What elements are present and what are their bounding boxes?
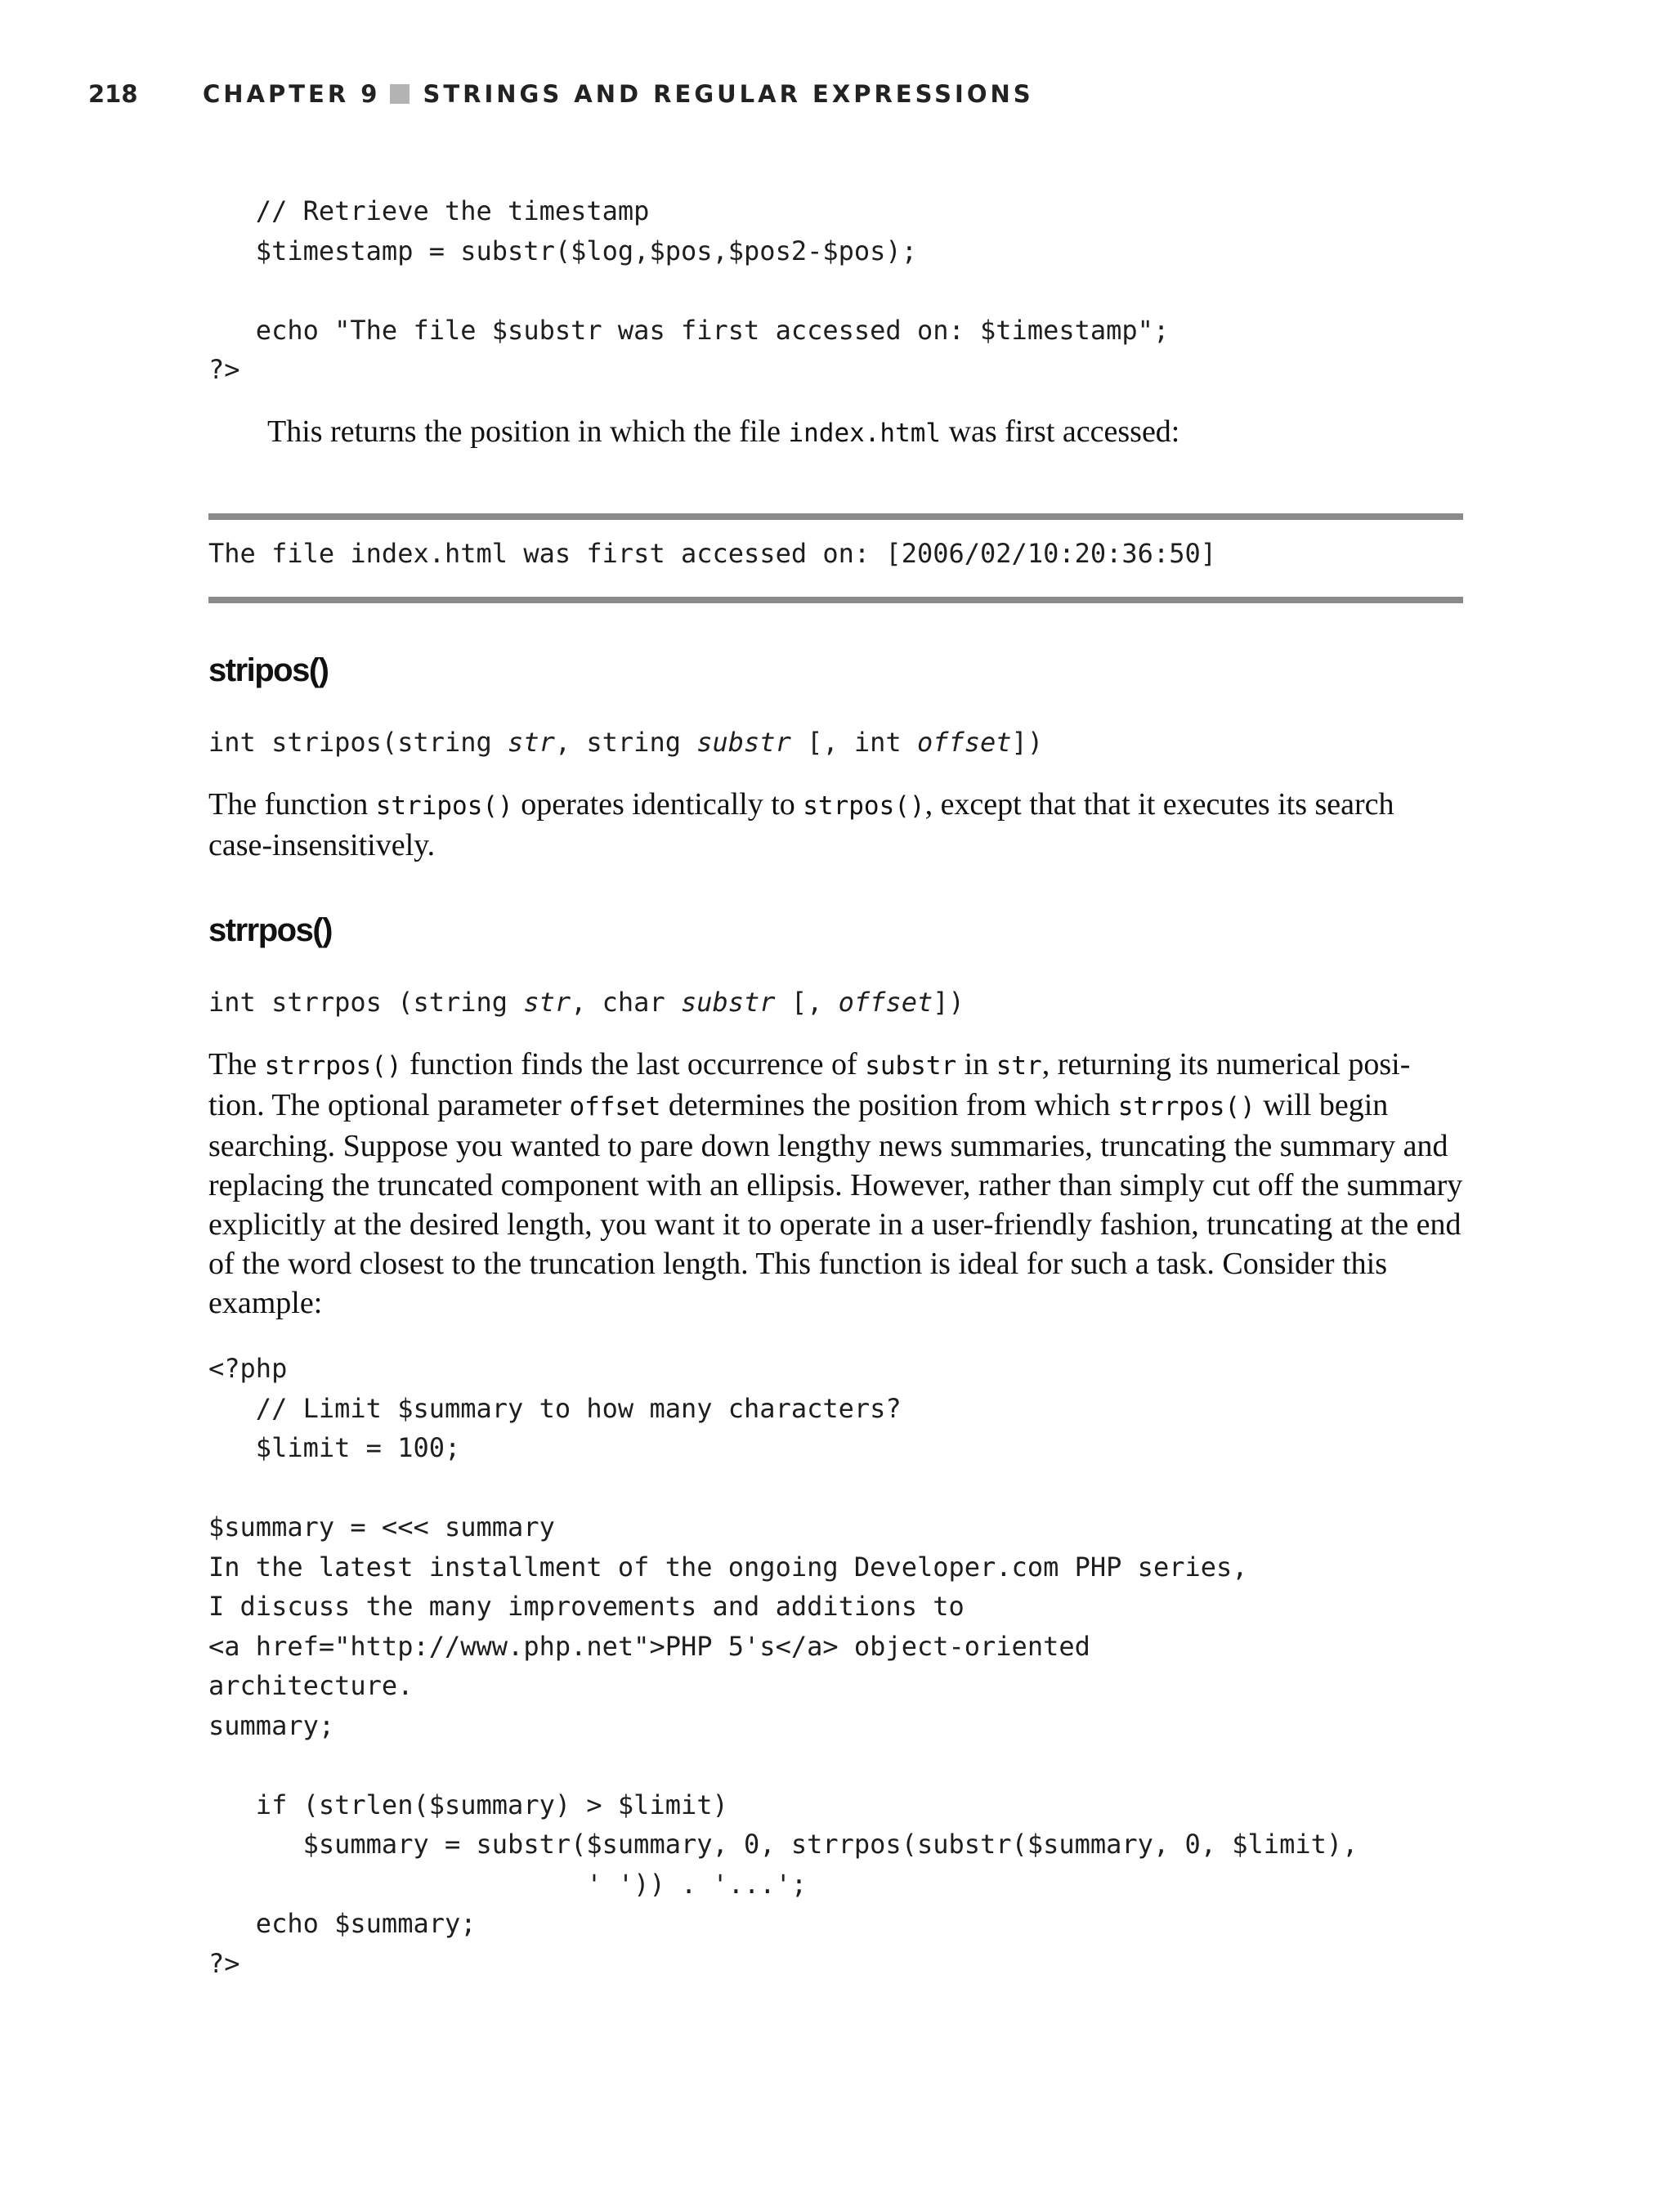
desc-code: str xyxy=(996,1051,1042,1081)
desc-text: function finds the last occurrence of xyxy=(401,1047,866,1081)
sig-part: , char xyxy=(571,987,681,1018)
sig-arg: str xyxy=(508,727,555,758)
output-bottom-rule xyxy=(208,597,1463,603)
square-bullet-icon xyxy=(390,84,410,104)
desc-code: stripos() xyxy=(375,791,513,821)
stripos-description xyxy=(208,785,1463,865)
sig-part: , string xyxy=(554,727,697,758)
sig-part: ]) xyxy=(933,987,965,1018)
stripos-signature xyxy=(208,723,1043,762)
desc-text: will begin searching. Suppose you wanted to pare down lengthy news summaries, truncating the summary and replacing the truncated component with an ellipsis. However, rather than simply cut off the summary explicitly at the desired length, you want it to operate in a user-friendly fashion, truncating at the end of the word closest to the truncation length. This function is ideal for such a task. Consider this example: xyxy=(208,1088,1463,1320)
sig-part: [, xyxy=(775,987,839,1018)
code-block-timestamp: // Retrieve the timestamp $timestamp = substr($log,$pos,$pos2-$pos); echo "The file $substr was first accessed on: $timestamp"; ?> xyxy=(208,195,1170,385)
desc-code: substr xyxy=(865,1051,957,1081)
desc-text: The function xyxy=(208,787,376,822)
sig-arg: offset xyxy=(838,987,933,1018)
desc-text: in xyxy=(956,1047,996,1081)
intro-paragraph xyxy=(208,412,1463,453)
sig-part: int stripos(string xyxy=(208,727,508,758)
page-number: 218 xyxy=(88,80,138,108)
desc-text: operates identically to xyxy=(512,787,803,822)
desc-text: The xyxy=(208,1047,265,1081)
desc-code: strrpos() xyxy=(1117,1092,1256,1122)
sig-arg: substr xyxy=(696,727,791,758)
sig-part: [, int xyxy=(790,727,917,758)
code-block-example: <?php // Limit $summary to how many characters? $limit = 100; $summary = <<< summary In the latest installment of the ongoing Developer.com PHP series, I discuss the many improvements and additions to <a href="http://www.php.net">PHP 5's</a> object-oriented architecture. summary; if (strlen($summary) > $limit) $summary = substr($summary, 0, strrpos(substr($summary, 0, $limit), ' ')) . '...'; echo $summary; ?> xyxy=(208,1353,1358,1979)
desc-text: , returning its numerical posi-tion. The optional parameter xyxy=(208,1047,1411,1122)
intro-text-end: was first accessed: xyxy=(941,414,1180,449)
output-line: The file index.html was first accessed on: [2006/02/10:20:36:50] xyxy=(208,538,1216,569)
section-heading-strrpos: strrpos() xyxy=(208,912,332,948)
section-heading-stripos: stripos() xyxy=(208,652,329,688)
sig-part: ]) xyxy=(1011,727,1044,758)
sig-arg: offset xyxy=(916,727,1012,758)
desc-code: strrpos() xyxy=(264,1051,402,1081)
desc-code: strpos() xyxy=(803,791,925,821)
desc-code: offset xyxy=(569,1092,661,1122)
output-top-rule xyxy=(208,513,1463,520)
chapter-label: CHAPTER 9 xyxy=(203,80,381,108)
strrpos-signature xyxy=(208,983,965,1022)
running-header xyxy=(88,80,1674,116)
chapter-name: STRINGS AND REGULAR EXPRESSIONS xyxy=(423,80,1034,108)
sig-arg: str xyxy=(523,987,571,1018)
desc-text: , except that that it executes its search case-insensitively. xyxy=(208,787,1394,862)
strrpos-description xyxy=(208,1045,1463,1323)
sig-arg: substr xyxy=(680,987,776,1018)
intro-text-start: This returns the position in which the file xyxy=(267,414,789,449)
sig-part: int strrpos (string xyxy=(208,987,524,1018)
chapter-title xyxy=(203,80,1034,108)
desc-text: determines the position from which xyxy=(660,1088,1118,1122)
intro-code: index.html xyxy=(788,419,942,448)
